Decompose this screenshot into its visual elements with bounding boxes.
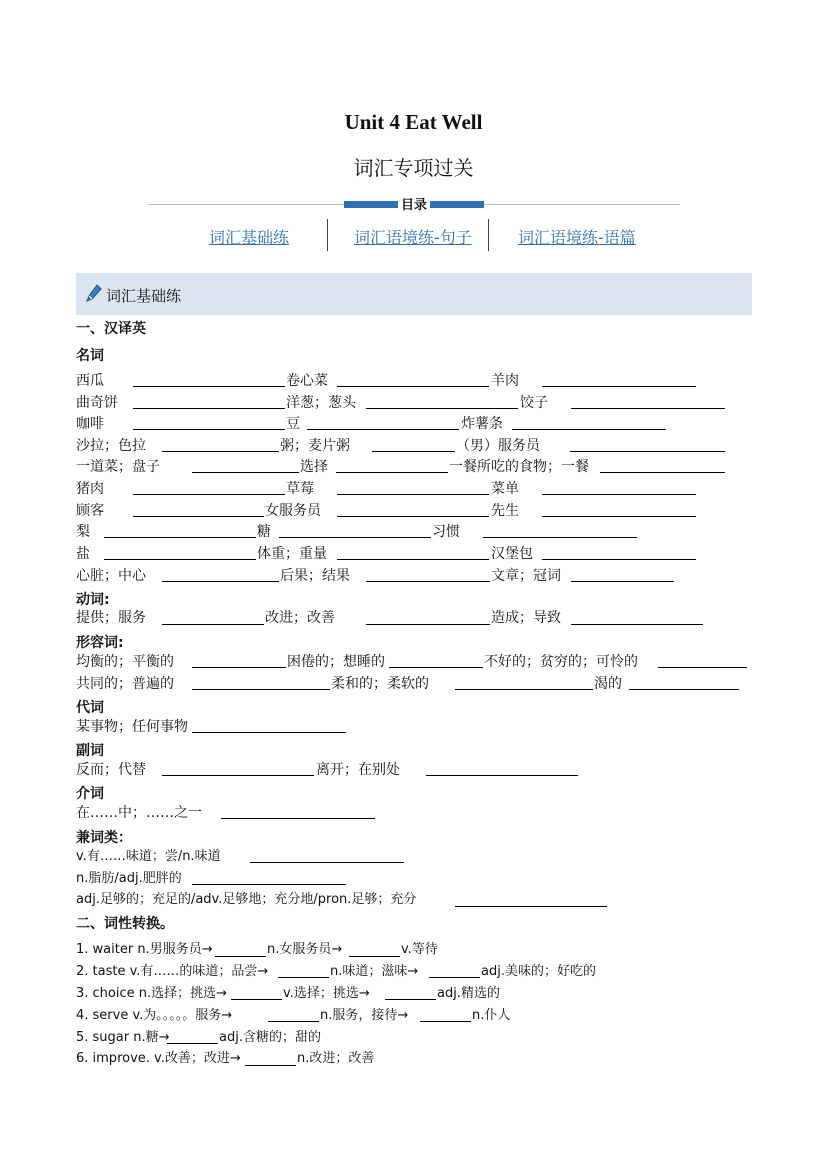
conversion-text: n.仆人 [472, 1008, 511, 1023]
answer-blank[interactable] [162, 581, 279, 582]
noun-label: 梨 [76, 524, 90, 540]
noun-label: 文章；冠词 [491, 568, 561, 584]
answer-blank[interactable] [542, 516, 696, 517]
answer-blank[interactable] [366, 408, 518, 409]
noun-label: 粥；麦片粥 [280, 438, 350, 454]
noun-label: 糖 [257, 524, 271, 540]
answer-blank[interactable] [279, 537, 431, 538]
toc-link-passage[interactable]: 词汇语境练-语篇 [518, 228, 636, 247]
answer-blank[interactable] [658, 667, 747, 668]
answer-blank[interactable] [455, 906, 607, 907]
noun-label: 羊肉 [491, 373, 519, 389]
multi-label: v.有……味道；尝/n.味道 [76, 849, 221, 864]
noun-label: 西瓜 [76, 373, 104, 389]
answer-blank[interactable] [104, 559, 256, 560]
noun-label: （男）服务员 [456, 438, 540, 454]
answer-blank[interactable] [215, 956, 266, 957]
adj-label: 渴的 [594, 676, 622, 692]
noun-label: 体重；重量 [257, 546, 327, 562]
noun-label: 一道菜；盘子 [76, 459, 160, 475]
conversion-text: 1. waiter n.男服务员→ [76, 942, 213, 957]
noun-label: 洋葱；葱头 [286, 395, 356, 411]
answer-blank[interactable] [307, 429, 459, 430]
noun-label: 曲奇饼 [76, 395, 118, 411]
noun-label: 沙拉；色拉 [76, 438, 146, 454]
adj-label: 不好的；贫穷的；可怜的 [484, 654, 638, 670]
verb-label: 造成；导致 [491, 610, 561, 626]
answer-blank[interactable] [571, 624, 703, 625]
answer-blank[interactable] [162, 624, 264, 625]
answer-blank[interactable] [133, 386, 285, 387]
noun-label: 后果；结果 [280, 568, 350, 584]
answer-blank[interactable] [167, 1043, 218, 1044]
conversion-text: v.等待 [401, 942, 438, 957]
noun-label: 心脏；中心 [76, 568, 146, 584]
verb-label: 改进；改善 [265, 610, 335, 626]
answer-blank[interactable] [245, 1065, 296, 1066]
answer-blank[interactable] [483, 537, 637, 538]
answer-blank[interactable] [512, 429, 666, 430]
adv-heading: 副词 [76, 743, 104, 759]
toc-link-basic[interactable]: 词汇基础练 [209, 228, 290, 247]
toc-link-sentence[interactable]: 词汇语境练-句子 [354, 228, 472, 247]
answer-blank[interactable] [385, 999, 436, 1000]
adj-label: 均衡的；平衡的 [76, 654, 174, 670]
answer-blank[interactable] [133, 429, 285, 430]
answer-blank[interactable] [278, 977, 329, 978]
answer-blank[interactable] [268, 1021, 319, 1022]
verb-label: 提供；服务 [76, 610, 146, 626]
noun-label: 草莓 [286, 481, 314, 497]
conversion-text: 6. improve. v.改善；改进→ [76, 1051, 241, 1066]
noun-label: 一餐所吃的食物；一餐 [449, 459, 589, 475]
conversion-text: n.服务，接待→ [320, 1008, 409, 1023]
answer-blank[interactable] [366, 581, 490, 582]
noun-label: 饺子 [520, 395, 548, 411]
answer-blank[interactable] [389, 667, 483, 668]
conversion-text: n.改进；改善 [297, 1051, 375, 1066]
answer-blank[interactable] [192, 689, 330, 690]
answer-blank[interactable] [366, 624, 490, 625]
adj-label: 困倦的；想睡的 [287, 654, 385, 670]
answer-blank[interactable] [629, 689, 739, 690]
answer-blank[interactable] [221, 818, 375, 819]
answer-blank[interactable] [542, 386, 696, 387]
conversion-text: 5. sugar n.糖→ [76, 1030, 170, 1045]
verbs-heading: 动词: [76, 592, 110, 608]
adv-label: 离开；在别处 [316, 762, 400, 778]
answer-blank[interactable] [133, 516, 264, 517]
conversion-text: v.选择；挑选→ [283, 986, 370, 1001]
answer-blank[interactable] [570, 451, 725, 452]
answer-blank[interactable] [600, 472, 725, 473]
noun-label: 咖啡 [76, 416, 104, 432]
conversion-text: n.女服务员→ [267, 942, 343, 957]
nouns-heading: 名词 [76, 348, 104, 364]
answer-blank[interactable] [231, 999, 282, 1000]
conversion-text: 4. serve v.为。。。。。服务→ [76, 1008, 233, 1023]
adj-label: 共同的；普遍的 [76, 676, 174, 692]
answer-blank[interactable] [542, 559, 696, 560]
adj-label: 柔和的；柔软的 [331, 676, 429, 692]
prep-label: 在……中；……之一 [76, 805, 202, 821]
noun-label: 习惯 [432, 524, 460, 540]
conversion-text: adj.精选的 [437, 986, 500, 1001]
noun-label: 顾客 [76, 503, 104, 519]
answer-blank[interactable] [420, 1021, 471, 1022]
toc-label: 目录 [398, 194, 430, 213]
answer-blank[interactable] [192, 472, 299, 473]
noun-label: 菜单 [491, 481, 519, 497]
noun-label: 盐 [76, 546, 90, 562]
answer-blank[interactable] [250, 862, 404, 863]
toc-separator [327, 219, 328, 251]
answer-blank[interactable] [162, 451, 279, 452]
answer-blank[interactable] [337, 516, 489, 517]
section-banner-label: 词汇基础练 [106, 287, 182, 305]
answer-blank[interactable] [426, 775, 578, 776]
part2-heading: 二、词性转换。 [76, 916, 174, 932]
answer-blank[interactable] [104, 537, 256, 538]
noun-label: 先生 [491, 503, 519, 519]
answer-blank[interactable] [133, 408, 285, 409]
page-title: Unit 4 Eat Well [344, 110, 483, 134]
pencil-icon [86, 284, 102, 302]
toc-bar-right [428, 201, 484, 208]
noun-label: 选择 [300, 459, 328, 475]
page-subtitle: 词汇专项过关 [353, 156, 474, 180]
noun-label: 豆 [286, 416, 300, 432]
answer-blank[interactable] [542, 494, 696, 495]
adjs-heading: 形容词: [76, 635, 124, 651]
multi-label: adj.足够的；充足的/adv.足够地；充分地/pron.足够；充分 [76, 892, 417, 907]
answer-blank[interactable] [429, 977, 480, 978]
pron-label: 某事物；任何事物 [76, 719, 188, 735]
answer-blank[interactable] [455, 689, 593, 690]
part1-heading: 一、汉译英 [76, 321, 146, 337]
noun-label: 汉堡包 [491, 546, 533, 562]
answer-blank[interactable] [192, 884, 346, 885]
conversion-text: adj.美味的；好吃的 [481, 964, 596, 979]
noun-label: 猪肉 [76, 481, 104, 497]
answer-blank[interactable] [337, 494, 489, 495]
answer-blank[interactable] [571, 581, 674, 582]
multi-label: n.脂肪/adj.肥胖的 [76, 871, 182, 886]
multi-heading: 兼词类： [76, 830, 132, 846]
answer-blank[interactable] [337, 386, 489, 387]
answer-blank[interactable] [372, 451, 455, 452]
answer-blank[interactable] [337, 559, 489, 560]
noun-label: 炸薯条 [461, 416, 503, 432]
prep-heading: 介词 [76, 786, 104, 802]
noun-label: 女服务员 [265, 503, 321, 519]
answer-blank[interactable] [162, 775, 314, 776]
answer-blank[interactable] [192, 732, 346, 733]
adv-label: 反而；代替 [76, 762, 146, 778]
answer-blank[interactable] [349, 956, 400, 957]
answer-blank[interactable] [133, 494, 285, 495]
answer-blank[interactable] [192, 667, 286, 668]
conversion-text: adj.含糖的；甜的 [219, 1030, 321, 1045]
answer-blank[interactable] [336, 472, 448, 473]
conversion-text: n.味道；滋味→ [330, 964, 419, 979]
answer-blank[interactable] [571, 408, 725, 409]
toc-bar-left [344, 201, 400, 208]
toc-separator [488, 219, 489, 251]
noun-label: 卷心菜 [286, 373, 328, 389]
conversion-text: 2. taste v.有……的味道；品尝→ [76, 964, 269, 979]
conversion-text: 3. choice n.选择；挑选→ [76, 986, 228, 1001]
pron-heading: 代词 [76, 700, 104, 716]
